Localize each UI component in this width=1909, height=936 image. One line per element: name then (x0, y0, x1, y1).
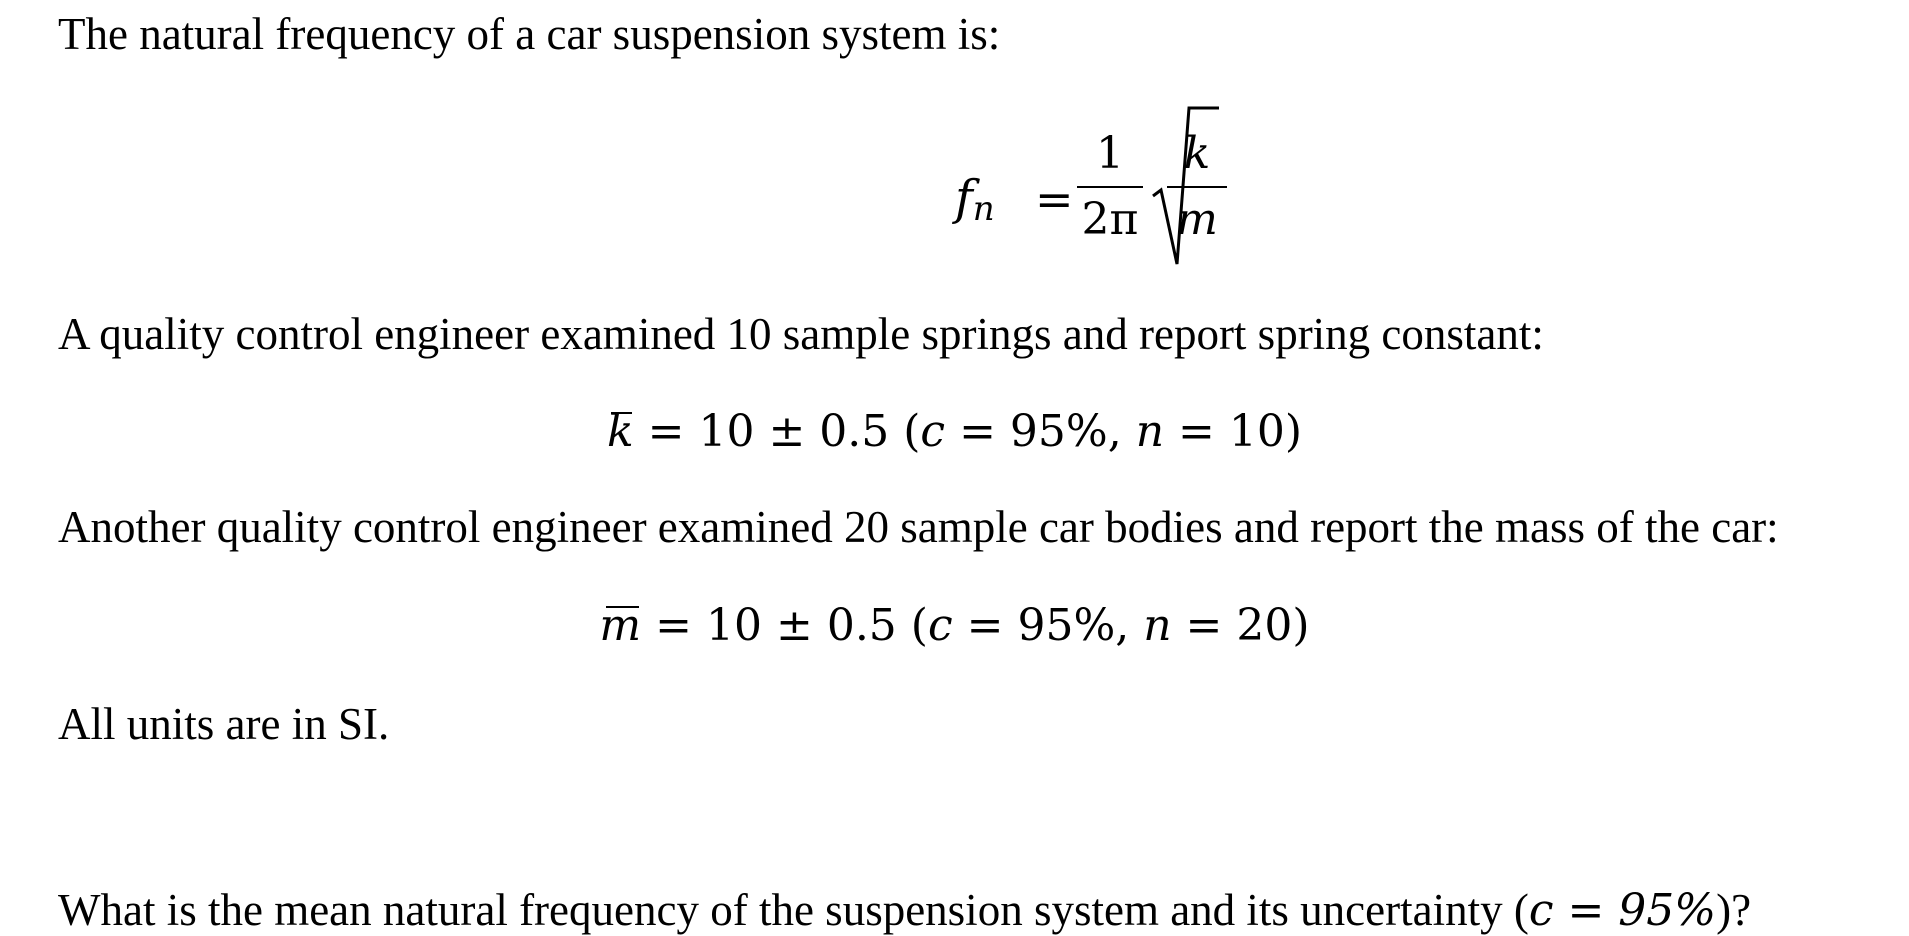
fraction-rule (1167, 186, 1227, 188)
spring-constant-equation (0, 406, 1909, 457)
formula-equals: = (1035, 172, 1074, 226)
m-equation-n-value: = 20) (1171, 600, 1310, 651)
k-bar-symbol: k (606, 406, 634, 457)
question-math: c = 95% (1528, 885, 1717, 936)
formula-lhs (955, 170, 995, 229)
k-equation-c: c (920, 406, 946, 457)
k-equation-value: = 10 ± 0.5 ( (633, 406, 921, 457)
m-equation-value: = 10 ± 0.5 ( (641, 600, 928, 651)
k-equation-n: n (1135, 406, 1165, 457)
mass-text: Another quality control engineer examined 20 sample car bodies and report the mass of the car: (58, 502, 1779, 552)
m-bar-symbol: m (599, 600, 642, 651)
m-equation-n: n (1143, 600, 1172, 651)
k-equation-c-value: = 95%, (945, 406, 1136, 457)
question-text (58, 885, 1752, 936)
formula-fraction-one-over-two-pi (1077, 128, 1143, 245)
spring-text: A quality control engineer examined 10 sample springs and report spring constant: (58, 309, 1544, 359)
fraction-numerator: 1 (1096, 128, 1124, 179)
units-text: All units are in SI. (58, 699, 390, 749)
intro-text: The natural frequency of a car suspension system is: (58, 9, 1001, 59)
fraction-denominator-m: m (1176, 194, 1218, 245)
formula-subscript: n (972, 189, 995, 229)
mass-equation (0, 600, 1909, 651)
formula-f-symbol: f (955, 170, 973, 226)
fraction-rule (1077, 186, 1143, 188)
fraction-denominator: 2π (1081, 194, 1139, 245)
formula-fraction-k-over-m (1167, 128, 1227, 245)
natural-frequency-formula (955, 102, 1255, 272)
m-equation-c-value: = 95%, (952, 600, 1144, 651)
m-equation-c: c (927, 600, 953, 651)
fraction-numerator-k: k (1183, 128, 1211, 179)
question-suffix: )? (1716, 885, 1752, 935)
k-equation-n-value: = 10) (1164, 406, 1303, 457)
question-prefix: What is the mean natural frequency of the suspension system and its uncertainty ( (58, 885, 1529, 935)
